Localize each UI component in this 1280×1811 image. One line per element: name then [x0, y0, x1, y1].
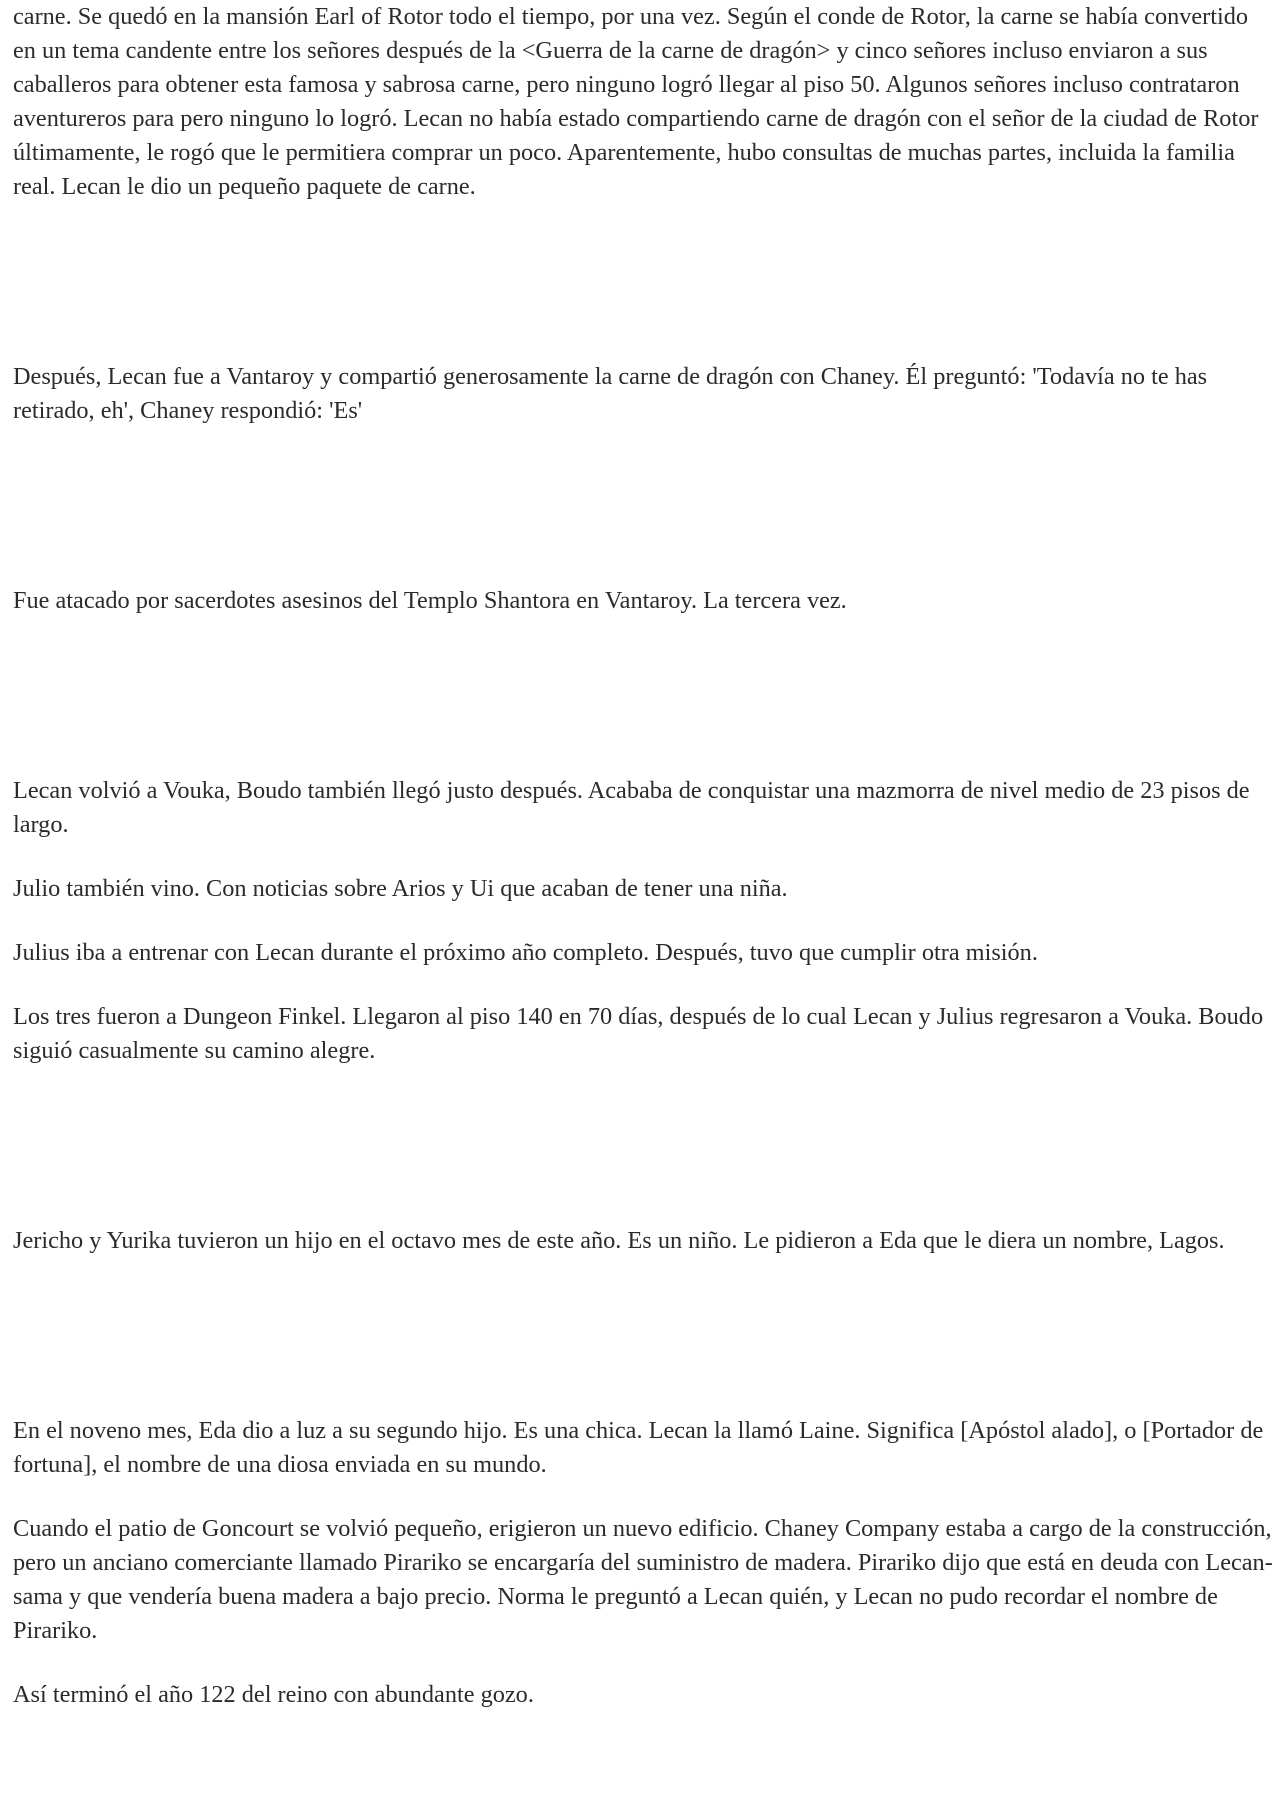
paragraph-dungeon-finkel: Los tres fueron a Dungeon Finkel. Llegaron al piso 140 en 70 días, después de lo cual Lecan y Julius regresaron a Vouka. Boudo siguió casualmente su camino alegre. — [13, 1003, 1264, 1064]
paragraph-goncourt-building: Cuando el patio de Goncourt se volvió pequeño, erigieron un nuevo edificio. Chaney Company estaba a cargo de la construcción, pero un anciano comerciante llamado Pirariko se encargaría del suministro de madera. Pirariko dijo que está en deuda con Lecan-sama y que vendería buena madera a bajo precio. Norma le preguntó a Lecan quién, y Lecan no pudo recordar el nombre de Pirariko. — [13, 1515, 1273, 1644]
paragraph-spacer — [13, 970, 1275, 1000]
section-break — [13, 1258, 1275, 1414]
paragraph-spacer — [13, 906, 1275, 936]
paragraph-spacer — [13, 842, 1275, 872]
paragraph-year-end: Así terminó el año 122 del reino con abundante gozo. — [13, 1681, 534, 1708]
paragraph-eda-laine: En el noveno mes, Eda dio a luz a su segundo hijo. Es una chica. Lecan la llamó Laine. Significa [Apóstol alado], o [Portador de fortuna], el nombre de una diosa enviada en su mundo. — [13, 1417, 1264, 1478]
section-break — [13, 1068, 1275, 1224]
paragraph-jericho-yurika: Jericho y Yurika tuvieron un hijo en el octavo mes de este año. Es un niño. Le pidieron a Eda que le diera un nombre, Lagos. — [13, 1227, 1225, 1254]
paragraph-spacer — [13, 1648, 1275, 1678]
paragraph-return-vouka: Lecan volvió a Vouka, Boudo también llegó justo después. Acababa de conquistar una mazmorra de nivel medio de 23 pisos de largo. — [13, 777, 1250, 838]
paragraph-julio-news: Julio también vino. Con noticias sobre Arios y Ui que acaban de tener una niña. — [13, 875, 788, 902]
section-break — [13, 204, 1275, 360]
section-break — [13, 618, 1275, 774]
paragraph-spacer — [13, 1482, 1275, 1512]
paragraph-meat-rotor: carne. Se quedó en la mansión Earl of Rotor todo el tiempo, por una vez. Según el conde de Rotor, la carne se había convertido en un tema candente entre los señores después de la <Guerra de la carne de dragón> y cinco señores incluso enviaron a sus caballeros para obtener esta famosa y sabrosa carne, pero ninguno logró llegar al piso 50. Algunos señores incluso contrataron aventureros para pero ninguno lo logró. Lecan no había estado compartiendo carne de dragón con el señor de la ciudad de Rotor últimamente, le rogó que le permitiera comprar un poco. Aparentemente, hubo consultas de muchas partes, incluida la familia real. Lecan le dio un pequeño paquete de carne. — [13, 3, 1259, 200]
paragraph-vantaroy-chaney: Después, Lecan fue a Vantaroy y compartió generosamente la carne de dragón con Chaney. Él preguntó: 'Todavía no te has retirado, eh', Chaney respondió: 'Es' — [13, 363, 1208, 424]
paragraph-shantora-attack: Fue atacado por sacerdotes asesinos del Templo Shantora en Vantaroy. La tercera vez. — [13, 587, 847, 614]
document-body — [13, 0, 1275, 1712]
paragraph-julius-training: Julius iba a entrenar con Lecan durante el próximo año completo. Después, tuvo que cumplir otra misión. — [13, 939, 1038, 966]
section-break — [13, 428, 1275, 584]
